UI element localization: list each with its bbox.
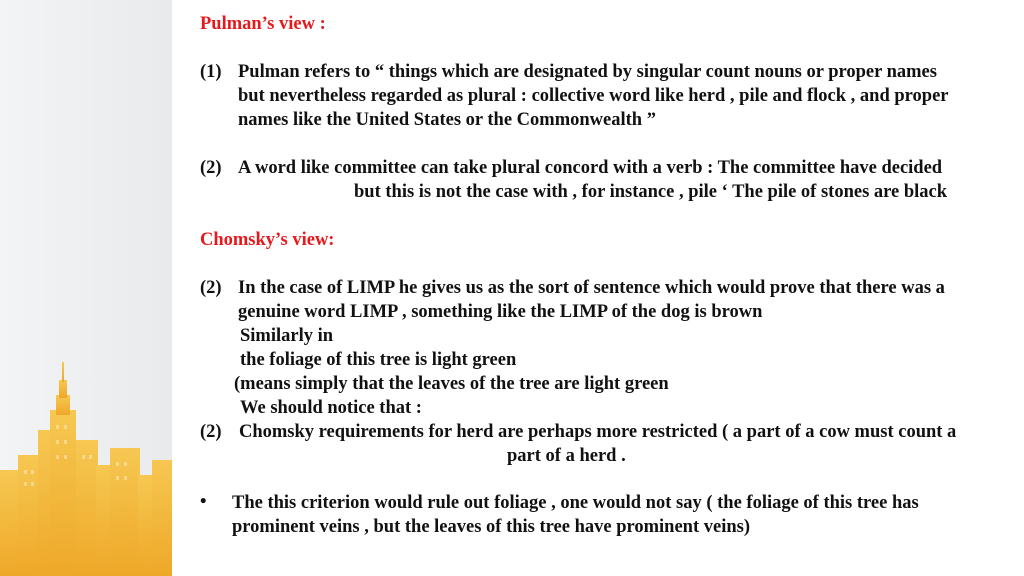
chomsky-item-1-line-5: (means simply that the leaves of the tree are light green: [234, 374, 669, 394]
bullet-line-2: prominent veins , but the leaves of this tree have prominent veins): [232, 517, 750, 537]
decorative-sidebar: [0, 0, 172, 576]
heading-pulman-view: Pulman’s view :: [200, 14, 326, 34]
chomsky-item-1-line-6: We should notice that :: [240, 398, 422, 418]
slide-content: [172, 0, 1024, 576]
bullet-icon: •: [200, 492, 207, 512]
chomsky-item-1-number: (2): [200, 278, 222, 298]
chomsky-item-1-line-2: genuine word LIMP , something like the LIMP of the dog is brown: [238, 302, 763, 322]
heading-chomsky-view: Chomsky’s view:: [200, 230, 335, 250]
chomsky-item-1-line-1: In the case of LIMP he gives us as the sort of sentence which would prove that there was a: [238, 278, 945, 298]
pulman-item-1-line-1: Pulman refers to “ things which are designated by singular count nouns or proper names: [238, 62, 937, 82]
pulman-item-1-line-3: names like the United States or the Commonwealth ”: [238, 110, 656, 130]
chomsky-item-2-line-1: Chomsky requirements for herd are perhaps more restricted ( a part of a cow must count a: [239, 422, 957, 442]
chomsky-item-1-line-3: Similarly in: [240, 326, 334, 346]
pulman-item-2-line-2: but this is not the case with , for instance , pile ‘ The pile of stones are black: [354, 182, 948, 202]
pulman-item-1-line-2: but nevertheless regarded as plural : collective word like herd , pile and flock , and proper: [238, 86, 949, 106]
chomsky-item-2-line-2: part of a herd .: [507, 446, 626, 466]
pulman-item-1-number: (1): [200, 62, 222, 82]
bullet-line-1: The this criterion would rule out foliage , one would not say ( the foliage of this tree has: [232, 493, 919, 513]
pulman-item-2-line-1: A word like committee can take plural concord with a verb : The committee have decided: [238, 158, 943, 178]
pulman-item-2-number: (2): [200, 158, 222, 178]
city-skyline-illustration: [0, 0, 172, 576]
chomsky-item-1-line-4: the foliage of this tree is light green: [240, 350, 517, 370]
chomsky-item-2-number: (2): [200, 422, 222, 442]
